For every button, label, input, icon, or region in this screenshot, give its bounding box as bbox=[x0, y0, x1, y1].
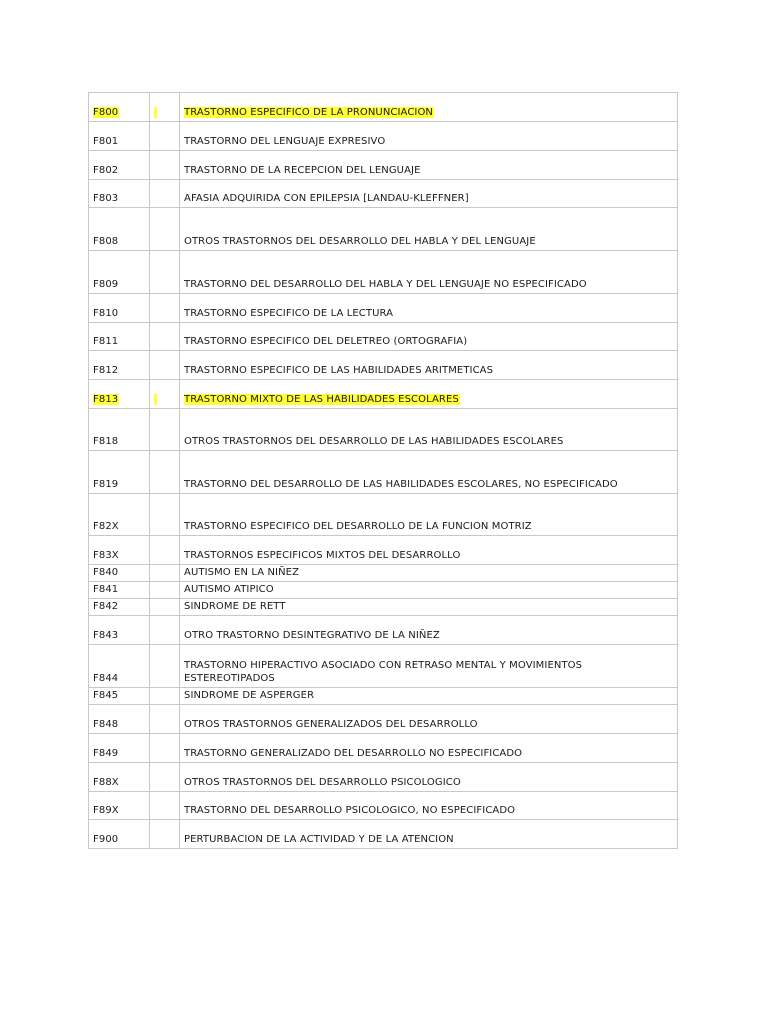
description-cell bbox=[180, 409, 678, 451]
code-cell bbox=[89, 792, 150, 820]
marker-cell bbox=[150, 380, 180, 409]
description-text: SINDROME DE ASPERGER bbox=[184, 690, 315, 701]
code-cell bbox=[89, 351, 150, 380]
code-cell bbox=[89, 93, 150, 122]
table-row bbox=[89, 151, 678, 180]
code-text: F841 bbox=[93, 584, 119, 595]
code-text: F810 bbox=[93, 308, 119, 319]
description-text: AFASIA ADQUIRIDA CON EPILEPSIA [LANDAU-KLEFFNER] bbox=[184, 193, 469, 204]
code-text: F900 bbox=[93, 834, 119, 845]
code-text: F88X bbox=[93, 777, 119, 788]
description-cell bbox=[180, 122, 678, 151]
code-text: F83X bbox=[93, 550, 119, 561]
description-text: TRASTORNO ESPECIFICO DEL DESARROLLO DE LA FUNCION MOTRIZ bbox=[184, 521, 532, 532]
description-cell bbox=[180, 565, 678, 582]
description-cell bbox=[180, 820, 678, 849]
table-row bbox=[89, 688, 678, 705]
code-text: F802 bbox=[93, 165, 119, 176]
marker-cell bbox=[150, 122, 180, 151]
description-text: AUTISMO EN LA NIÑEZ bbox=[184, 567, 300, 578]
marker-cell bbox=[150, 351, 180, 380]
table-row bbox=[89, 323, 678, 351]
code-cell bbox=[89, 323, 150, 351]
table-row bbox=[89, 122, 678, 151]
description-cell bbox=[180, 763, 678, 792]
description-cell bbox=[180, 536, 678, 565]
code-text: F82X bbox=[93, 521, 119, 532]
code-text: F840 bbox=[93, 567, 119, 578]
marker-cell bbox=[150, 792, 180, 820]
description-cell bbox=[180, 351, 678, 380]
code-text: F845 bbox=[93, 690, 119, 701]
table-row bbox=[89, 734, 678, 763]
table-row bbox=[89, 294, 678, 323]
code-cell bbox=[89, 763, 150, 792]
highlight-marker bbox=[154, 394, 157, 405]
code-cell bbox=[89, 645, 150, 688]
marker-cell bbox=[150, 582, 180, 599]
code-cell bbox=[89, 820, 150, 849]
marker-cell bbox=[150, 208, 180, 251]
description-text: SINDROME DE RETT bbox=[184, 601, 286, 612]
table-row bbox=[89, 351, 678, 380]
description-text: TRASTORNO ESPECIFICO DE LA LECTURA bbox=[184, 308, 394, 319]
table-row bbox=[89, 599, 678, 616]
table-row bbox=[89, 616, 678, 645]
description-text: TRASTORNO DE LA RECEPCION DEL LENGUAJE bbox=[184, 165, 421, 176]
table-row bbox=[89, 409, 678, 451]
marker-cell bbox=[150, 323, 180, 351]
description-text: TRASTORNO ESPECIFICO DE LAS HABILIDADES ARITMETICAS bbox=[184, 365, 494, 376]
table-row bbox=[89, 763, 678, 792]
marker-cell bbox=[150, 409, 180, 451]
marker-cell bbox=[150, 251, 180, 294]
description-text: TRASTORNO DEL DESARROLLO DEL HABLA Y DEL LENGUAJE NO ESPECIFICADO bbox=[184, 279, 587, 290]
code-cell bbox=[89, 494, 150, 536]
code-cell bbox=[89, 734, 150, 763]
description-text: OTRO TRASTORNO DESINTEGRATIVO DE LA NIÑEZ bbox=[184, 630, 440, 641]
description-text: TRASTORNO DEL DESARROLLO PSICOLOGICO, NO ESPECIFICADO bbox=[184, 805, 516, 816]
description-cell bbox=[180, 451, 678, 494]
code-cell bbox=[89, 582, 150, 599]
description-cell bbox=[180, 582, 678, 599]
code-text: F812 bbox=[93, 365, 119, 376]
code-cell bbox=[89, 451, 150, 494]
description-text: TRASTORNO ESPECIFICO DEL DELETREO (ORTOGRAFIA) bbox=[184, 336, 468, 347]
marker-cell bbox=[150, 705, 180, 734]
marker-cell bbox=[150, 536, 180, 565]
description-text: PERTURBACION DE LA ACTIVIDAD Y DE LA ATENCION bbox=[184, 834, 454, 845]
code-text: F801 bbox=[93, 136, 119, 147]
description-cell bbox=[180, 294, 678, 323]
marker-cell bbox=[150, 151, 180, 180]
description-text: TRASTORNO MIXTO DE LAS HABILIDADES ESCOLARES bbox=[184, 394, 459, 405]
code-text: F809 bbox=[93, 279, 119, 290]
description-text: TRASTORNO DEL LENGUAJE EXPRESIVO bbox=[184, 136, 386, 147]
description-cell bbox=[180, 180, 678, 208]
code-cell bbox=[89, 380, 150, 409]
code-cell bbox=[89, 409, 150, 451]
description-text: TRASTORNO DEL DESARROLLO DE LAS HABILIDADES ESCOLARES, NO ESPECIFICADO bbox=[184, 479, 618, 490]
table-row bbox=[89, 536, 678, 565]
marker-cell bbox=[150, 494, 180, 536]
marker-cell bbox=[150, 763, 180, 792]
description-text: OTROS TRASTORNOS DEL DESARROLLO DE LAS HABILIDADES ESCOLARES bbox=[184, 436, 564, 447]
code-cell bbox=[89, 151, 150, 180]
table-body bbox=[89, 93, 678, 849]
description-cell bbox=[180, 380, 678, 409]
description-cell bbox=[180, 93, 678, 122]
code-cell bbox=[89, 616, 150, 645]
marker-cell bbox=[150, 294, 180, 323]
table-row bbox=[89, 380, 678, 409]
description-text: OTROS TRASTORNOS DEL DESARROLLO PSICOLOGICO bbox=[184, 777, 461, 788]
code-cell bbox=[89, 565, 150, 582]
marker-cell bbox=[150, 616, 180, 645]
description-text: OTROS TRASTORNOS GENERALIZADOS DEL DESARROLLO bbox=[184, 719, 478, 730]
code-text: F844 bbox=[93, 673, 119, 684]
code-text: F818 bbox=[93, 436, 119, 447]
description-cell bbox=[180, 599, 678, 616]
marker-cell bbox=[150, 451, 180, 494]
table-row bbox=[89, 93, 678, 122]
code-text: F843 bbox=[93, 630, 119, 641]
code-text: F803 bbox=[93, 193, 119, 204]
code-cell bbox=[89, 208, 150, 251]
code-text: F89X bbox=[93, 805, 119, 816]
description-text: TRASTORNO ESPECIFICO DE LA PRONUNCIACION bbox=[184, 107, 434, 118]
code-text: F819 bbox=[93, 479, 119, 490]
description-cell bbox=[180, 494, 678, 536]
table-row bbox=[89, 645, 678, 688]
marker-cell bbox=[150, 820, 180, 849]
code-text: F808 bbox=[93, 236, 119, 247]
description-text: TRASTORNO HIPERACTIVO ASOCIADO CON RETRASO MENTAL Y MOVIMIENTOS ESTEREOTIPADOS bbox=[184, 660, 583, 684]
diagnosis-code-table bbox=[88, 92, 678, 849]
code-text: F849 bbox=[93, 748, 119, 759]
table-row bbox=[89, 180, 678, 208]
table-row bbox=[89, 820, 678, 849]
code-text: F842 bbox=[93, 601, 119, 612]
marker-cell bbox=[150, 565, 180, 582]
table-row bbox=[89, 251, 678, 294]
description-cell bbox=[180, 705, 678, 734]
marker-cell bbox=[150, 645, 180, 688]
description-text: AUTISMO ATIPICO bbox=[184, 584, 274, 595]
table-row bbox=[89, 705, 678, 734]
code-cell bbox=[89, 180, 150, 208]
table-row bbox=[89, 565, 678, 582]
code-text: F800 bbox=[93, 107, 119, 118]
marker-cell bbox=[150, 93, 180, 122]
code-cell bbox=[89, 251, 150, 294]
description-cell bbox=[180, 616, 678, 645]
description-text: TRASTORNOS ESPECIFICOS MIXTOS DEL DESARROLLO bbox=[184, 550, 461, 561]
description-cell bbox=[180, 151, 678, 180]
table-row bbox=[89, 792, 678, 820]
description-cell bbox=[180, 323, 678, 351]
marker-cell bbox=[150, 734, 180, 763]
code-cell bbox=[89, 294, 150, 323]
table-row bbox=[89, 451, 678, 494]
description-cell bbox=[180, 734, 678, 763]
table-row bbox=[89, 208, 678, 251]
table-row bbox=[89, 494, 678, 536]
code-cell bbox=[89, 705, 150, 734]
description-cell bbox=[180, 792, 678, 820]
code-text: F811 bbox=[93, 336, 119, 347]
marker-cell bbox=[150, 688, 180, 705]
marker-cell bbox=[150, 180, 180, 208]
code-cell bbox=[89, 688, 150, 705]
description-text: OTROS TRASTORNOS DEL DESARROLLO DEL HABLA Y DEL LENGUAJE bbox=[184, 236, 536, 247]
marker-cell bbox=[150, 599, 180, 616]
description-cell bbox=[180, 208, 678, 251]
description-cell bbox=[180, 251, 678, 294]
code-cell bbox=[89, 599, 150, 616]
description-cell bbox=[180, 688, 678, 705]
highlight-marker bbox=[154, 107, 157, 118]
code-cell bbox=[89, 122, 150, 151]
code-cell bbox=[89, 536, 150, 565]
table-row bbox=[89, 582, 678, 599]
description-cell bbox=[180, 645, 678, 688]
description-text: TRASTORNO GENERALIZADO DEL DESARROLLO NO ESPECIFICADO bbox=[184, 748, 523, 759]
code-text: F848 bbox=[93, 719, 119, 730]
code-text: F813 bbox=[93, 394, 119, 405]
